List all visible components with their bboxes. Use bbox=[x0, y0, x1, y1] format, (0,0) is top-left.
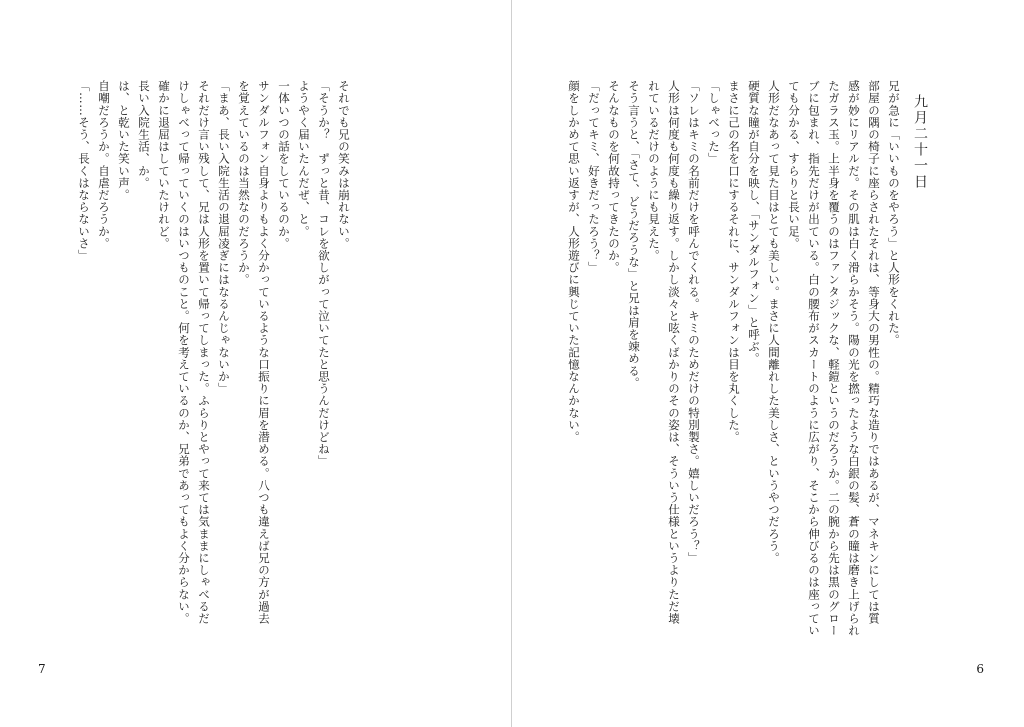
text-line: は、と乾いた笑い声。 bbox=[117, 80, 131, 201]
text-line: を覚えているのは当然なのだろうか。 bbox=[237, 80, 251, 286]
text-line: 顔をしかめて思い返すが、人形遊びに興じていた記憶なんかない。 bbox=[567, 80, 581, 443]
text-line: 「だってキミ、好きだったろう？」 bbox=[587, 80, 601, 274]
text-line: 一体いつの話をしているのか。 bbox=[277, 80, 291, 250]
text-line: 硬質な瞳が自分を映し、「サンダルフォン」と呼ぶ。 bbox=[747, 80, 761, 365]
text-line: 長い入院生活、か。 bbox=[137, 80, 151, 189]
page-number: 7 bbox=[38, 662, 46, 676]
text-line: 人形は何度も何度も繰り返す。しかし淡々と呟くばかりのその姿は、そういう仕様というよりただ壊 bbox=[667, 80, 681, 625]
text-line: 兄が急に「いいものをやろう」と人形をくれた。 bbox=[887, 80, 901, 347]
text-line: それでも兄の笑みは崩れない。 bbox=[337, 80, 351, 250]
diary-date-heading: 九月二十一日 bbox=[912, 94, 928, 190]
text-line: 「……そう、長くはならないさ」 bbox=[77, 80, 91, 262]
text-line: サンダルフォン自身よりもよく分かっているような口振りに眉を潜める。八つも違えば兄の方が過去 bbox=[257, 80, 271, 625]
right-page-body bbox=[567, 80, 930, 660]
text-line: そう言うと、「さて、どうだろうな」と兄は肩を竦める。 bbox=[627, 80, 641, 389]
text-line: ブに包まれ、指先だけが出ている。白の腰布がスカートのように広がり、そこから伸びるのは座ってい bbox=[807, 80, 821, 637]
text-line: 「しゃべった」 bbox=[707, 80, 721, 165]
text-line: まさに己の名を口にするそれに、サンダルフォンは目を丸くした。 bbox=[727, 80, 741, 443]
text-line: 自嘲だろうか。自虐だろうか。 bbox=[97, 80, 111, 250]
left-page-body bbox=[77, 80, 354, 660]
right-page bbox=[512, 0, 1024, 727]
text-line: 確かに退屈はしていたけれど。 bbox=[157, 80, 171, 250]
left-page bbox=[0, 0, 511, 727]
text-line: 「ソレはキミの名前だけを呼んでくれる。キミのためだけの特別製さ。嬉しいだろう？」 bbox=[687, 80, 701, 564]
text-line: ようやく届いたんだぜ、と。 bbox=[297, 80, 311, 238]
text-line: ても分かる、すらりと長い足。 bbox=[787, 80, 801, 250]
text-line: 「まあ、長い入院生活の退屈凌ぎにはなるんじゃないか」 bbox=[217, 80, 231, 395]
text-line: 部屋の隅の椅子に座らされたそれは、等身大の男性の。精巧な造りではあるが、マネキンにしては質 bbox=[867, 80, 881, 625]
text-line: れているだけのようにも見えた。 bbox=[647, 80, 661, 262]
text-line: たガラス玉。上半身を覆うのはファンタジックな、軽鎧というのだろうか。二の腕から先は黒のグロー bbox=[827, 80, 841, 637]
text-line: それだけ言い残して、兄は人形を置いて帰ってしまった。ふらりとやって来ては気ままにしゃべるだ bbox=[197, 80, 211, 625]
page-number: 6 bbox=[976, 662, 984, 676]
text-line: 感が妙にリアルだ。その肌は白く滑らかそう。陽の光を撚ったような白銀の髪、蒼の瞳は磨き上げられ bbox=[847, 80, 861, 637]
text-line: 「そうか？ ずっと昔、コレを欲しがって泣いてたと思うんだけどね」 bbox=[317, 80, 331, 468]
text-line: そんなものを何故持ってきたのか。 bbox=[607, 80, 621, 274]
text-line: けしゃべって帰っていくのはいつものこと。何を考えているのか、兄弟であってもよく分からない。 bbox=[177, 80, 191, 625]
text-line: 人形だなあって見た目はとても美しい。まさに人間離れした美しさ、というやつだろう。 bbox=[767, 80, 781, 564]
